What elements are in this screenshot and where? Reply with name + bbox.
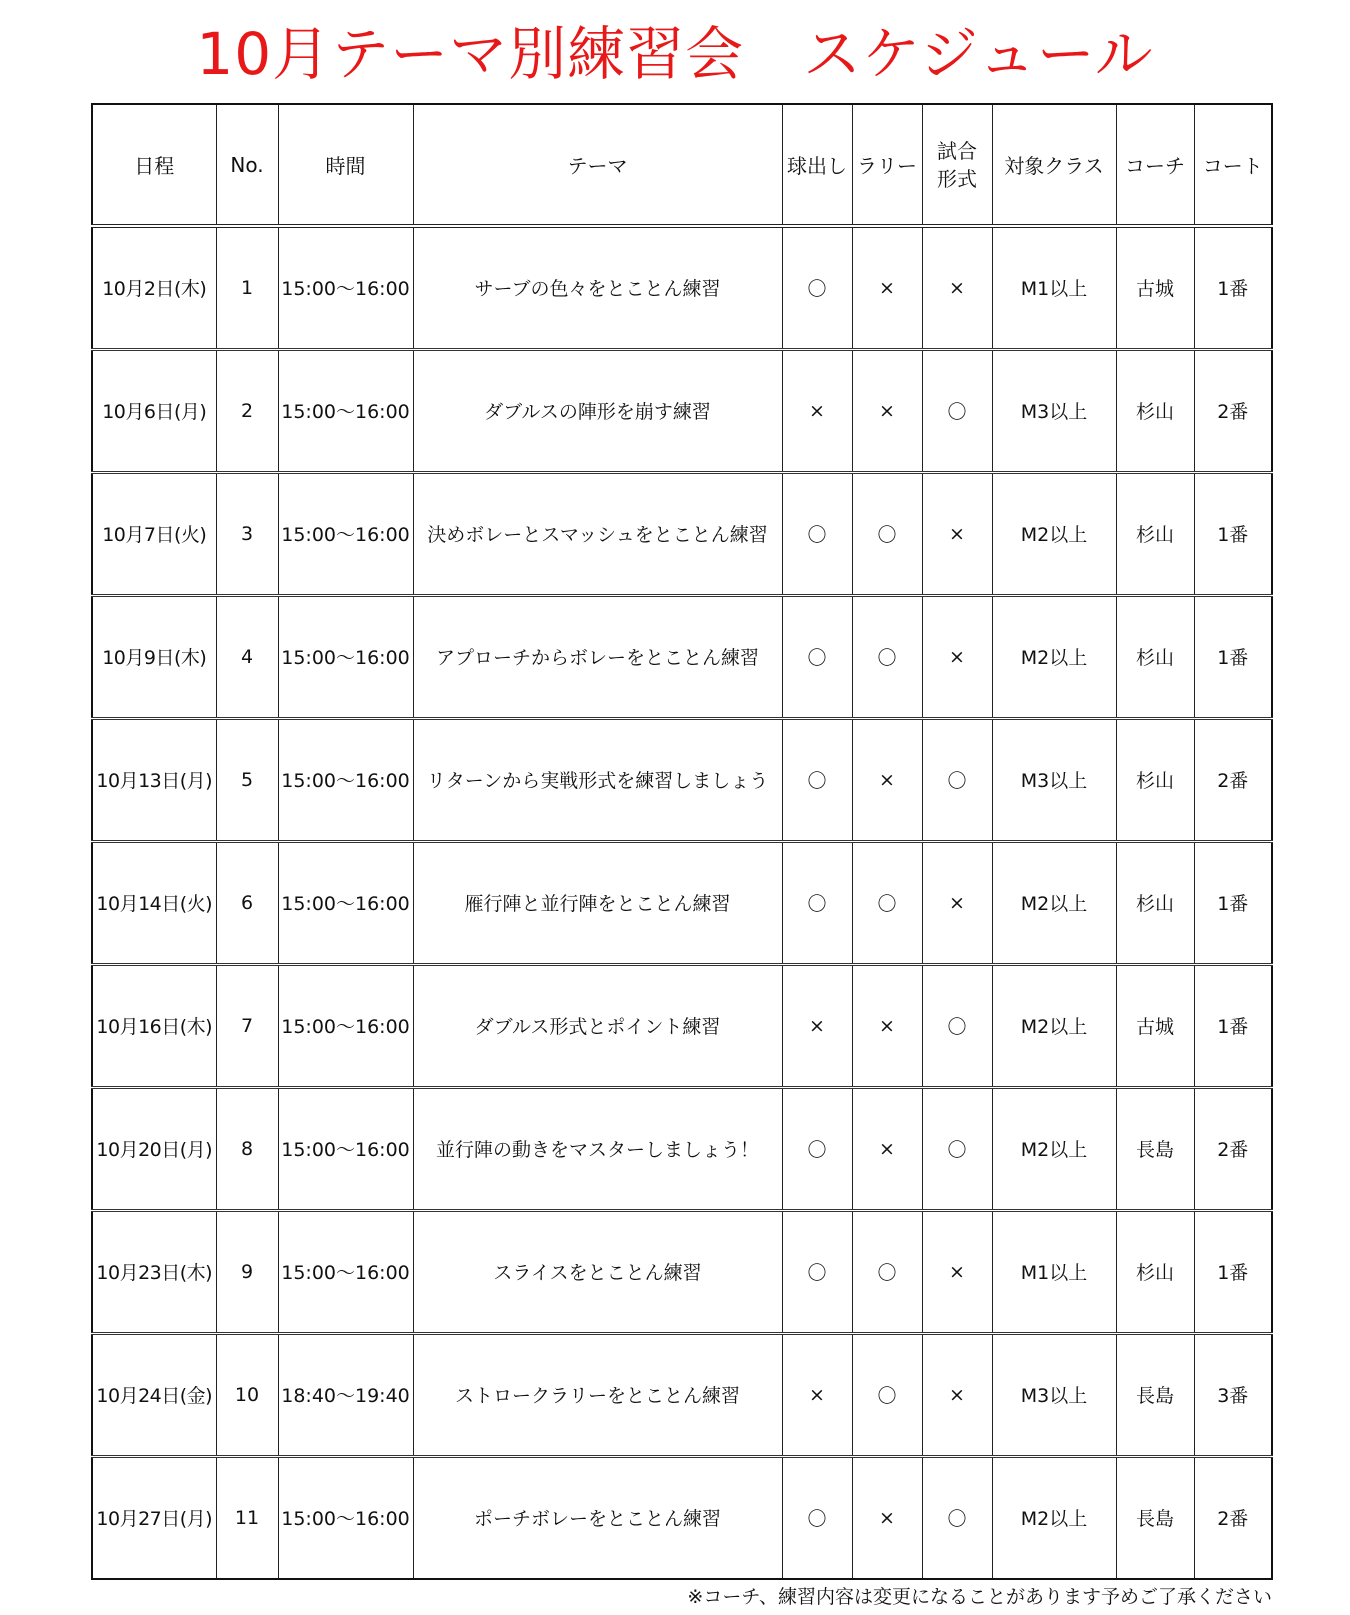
cell-match: ×	[922, 841, 992, 964]
cell-ball-feed: 〇	[782, 718, 852, 841]
cell-theme: サーブの色々をとことん練習	[413, 226, 782, 349]
cell-court: 3番	[1194, 1333, 1272, 1456]
header-ball-feed: 球出し	[782, 104, 852, 226]
cell-match: ×	[922, 1210, 992, 1333]
cell-rally: 〇	[852, 841, 922, 964]
cell-match: 〇	[922, 349, 992, 472]
cell-time: 18:40～19:40	[278, 1333, 413, 1456]
cell-match: 〇	[922, 1087, 992, 1210]
cell-coach: 杉山	[1116, 841, 1194, 964]
cell-target-class: M2以上	[992, 1087, 1116, 1210]
cell-coach: 杉山	[1116, 595, 1194, 718]
cell-date: 10月7日(火)	[92, 472, 216, 595]
cell-no: 8	[216, 1087, 278, 1210]
header-rally: ラリー	[852, 104, 922, 226]
cell-no: 10	[216, 1333, 278, 1456]
cell-ball-feed: 〇	[782, 472, 852, 595]
cell-theme: 決めボレーとスマッシュをとことん練習	[413, 472, 782, 595]
cell-target-class: M1以上	[992, 1210, 1116, 1333]
cell-coach: 長島	[1116, 1333, 1194, 1456]
cell-ball-feed: 〇	[782, 595, 852, 718]
cell-ball-feed: 〇	[782, 1456, 852, 1579]
cell-coach: 杉山	[1116, 1210, 1194, 1333]
cell-no: 7	[216, 964, 278, 1087]
cell-theme: ダブルス形式とポイント練習	[413, 964, 782, 1087]
cell-rally: 〇	[852, 1210, 922, 1333]
cell-target-class: M2以上	[992, 1456, 1116, 1579]
cell-match: ×	[922, 1333, 992, 1456]
cell-match: 〇	[922, 718, 992, 841]
cell-match: 〇	[922, 1456, 992, 1579]
cell-match: ×	[922, 595, 992, 718]
cell-court: 1番	[1194, 472, 1272, 595]
header-match-line2: 形式	[937, 166, 977, 191]
cell-date: 10月2日(木)	[92, 226, 216, 349]
cell-no: 2	[216, 349, 278, 472]
cell-no: 1	[216, 226, 278, 349]
cell-date: 10月6日(月)	[92, 349, 216, 472]
cell-match: ×	[922, 472, 992, 595]
cell-ball-feed: ×	[782, 349, 852, 472]
header-theme: テーマ	[413, 104, 782, 226]
cell-time: 15:00～16:00	[278, 349, 413, 472]
cell-match: 〇	[922, 964, 992, 1087]
cell-target-class: M3以上	[992, 718, 1116, 841]
table-row	[92, 841, 1272, 964]
cell-court: 1番	[1194, 1210, 1272, 1333]
cell-court: 2番	[1194, 718, 1272, 841]
header-match-format	[922, 104, 992, 226]
cell-target-class: M3以上	[992, 349, 1116, 472]
cell-theme: 並行陣の動きをマスターしましょう！	[413, 1087, 782, 1210]
cell-target-class: M1以上	[992, 226, 1116, 349]
cell-court: 1番	[1194, 964, 1272, 1087]
cell-time: 15:00～16:00	[278, 595, 413, 718]
cell-rally: ×	[852, 1456, 922, 1579]
cell-no: 3	[216, 472, 278, 595]
cell-no: 5	[216, 718, 278, 841]
cell-theme: アプローチからボレーをとことん練習	[413, 595, 782, 718]
cell-date: 10月20日(月)	[92, 1087, 216, 1210]
cell-time: 15:00～16:00	[278, 226, 413, 349]
cell-theme: リターンから実戦形式を練習しましょう	[413, 718, 782, 841]
cell-rally: ×	[852, 226, 922, 349]
header-target-class: 対象クラス	[992, 104, 1116, 226]
cell-ball-feed: 〇	[782, 1087, 852, 1210]
cell-coach: 古城	[1116, 226, 1194, 349]
cell-target-class: M2以上	[992, 841, 1116, 964]
cell-ball-feed: ×	[782, 964, 852, 1087]
cell-court: 1番	[1194, 226, 1272, 349]
table-row	[92, 718, 1272, 841]
table-row	[92, 472, 1272, 595]
cell-date: 10月9日(木)	[92, 595, 216, 718]
cell-time: 15:00～16:00	[278, 718, 413, 841]
cell-no: 6	[216, 841, 278, 964]
cell-theme: ポーチボレーをとことん練習	[413, 1456, 782, 1579]
cell-date: 10月24日(金)	[92, 1333, 216, 1456]
cell-date: 10月13日(月)	[92, 718, 216, 841]
header-no: No.	[216, 104, 278, 226]
cell-ball-feed: 〇	[782, 1210, 852, 1333]
header-court: コート	[1194, 104, 1272, 226]
cell-ball-feed: ×	[782, 1333, 852, 1456]
header-time: 時間	[278, 104, 413, 226]
cell-ball-feed: 〇	[782, 841, 852, 964]
cell-coach: 杉山	[1116, 349, 1194, 472]
cell-court: 2番	[1194, 1456, 1272, 1579]
cell-no: 4	[216, 595, 278, 718]
cell-coach: 長島	[1116, 1087, 1194, 1210]
cell-time: 15:00～16:00	[278, 841, 413, 964]
cell-court: 1番	[1194, 841, 1272, 964]
cell-date: 10月14日(火)	[92, 841, 216, 964]
cell-rally: 〇	[852, 595, 922, 718]
cell-target-class: M2以上	[992, 964, 1116, 1087]
cell-time: 15:00～16:00	[278, 964, 413, 1087]
cell-no: 9	[216, 1210, 278, 1333]
cell-date: 10月16日(木)	[92, 964, 216, 1087]
cell-coach: 古城	[1116, 964, 1194, 1087]
cell-theme: ストロークラリーをとことん練習	[413, 1333, 782, 1456]
cell-rally: 〇	[852, 472, 922, 595]
cell-rally: ×	[852, 349, 922, 472]
cell-coach: 長島	[1116, 1456, 1194, 1579]
cell-date: 10月27日(月)	[92, 1456, 216, 1579]
cell-rally: ×	[852, 718, 922, 841]
cell-theme: スライスをとことん練習	[413, 1210, 782, 1333]
footnote: ※コーチ、練習内容は変更になることがあります予めご了承ください	[687, 1586, 1272, 1608]
cell-time: 15:00～16:00	[278, 1456, 413, 1579]
cell-rally: 〇	[852, 1333, 922, 1456]
cell-court: 2番	[1194, 1087, 1272, 1210]
header-date: 日程	[92, 104, 216, 226]
table-row	[92, 1087, 1272, 1210]
cell-match: ×	[922, 226, 992, 349]
table-row	[92, 1333, 1272, 1456]
cell-time: 15:00～16:00	[278, 1087, 413, 1210]
cell-court: 1番	[1194, 595, 1272, 718]
cell-target-class: M3以上	[992, 1333, 1116, 1456]
cell-court: 2番	[1194, 349, 1272, 472]
table-row	[92, 1210, 1272, 1333]
header-match-line1: 試合	[937, 138, 977, 163]
page-title: 10月テーマ別練習会 スケジュール	[196, 20, 1154, 88]
table-row	[92, 226, 1272, 349]
table-row	[92, 595, 1272, 718]
cell-theme: ダブルスの陣形を崩す練習	[413, 349, 782, 472]
table-row	[92, 964, 1272, 1087]
cell-ball-feed: 〇	[782, 226, 852, 349]
table-row	[92, 1456, 1272, 1579]
cell-target-class: M2以上	[992, 472, 1116, 595]
cell-coach: 杉山	[1116, 718, 1194, 841]
cell-theme: 雁行陣と並行陣をとことん練習	[413, 841, 782, 964]
cell-time: 15:00～16:00	[278, 1210, 413, 1333]
cell-date: 10月23日(木)	[92, 1210, 216, 1333]
schedule-table	[91, 103, 1273, 1580]
table-row	[92, 349, 1272, 472]
header-row	[92, 104, 1272, 226]
cell-time: 15:00～16:00	[278, 472, 413, 595]
cell-rally: ×	[852, 964, 922, 1087]
header-coach: コーチ	[1116, 104, 1194, 226]
cell-no: 11	[216, 1456, 278, 1579]
cell-coach: 杉山	[1116, 472, 1194, 595]
cell-target-class: M2以上	[992, 595, 1116, 718]
cell-rally: ×	[852, 1087, 922, 1210]
